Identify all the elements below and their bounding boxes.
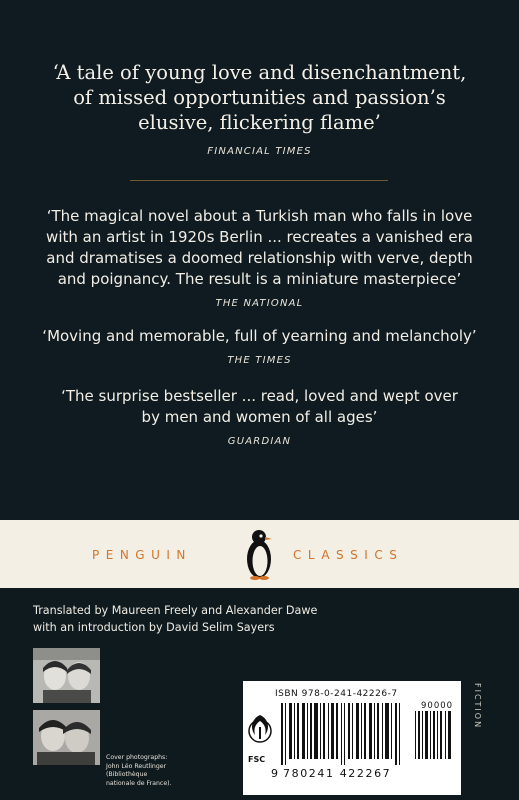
imprint-penguin: PENGUIN [92, 548, 192, 562]
barcode-panel [243, 681, 461, 795]
quote-line: and poignancy. The result is a miniature masterpiece’ [57, 270, 462, 288]
addon-digits: 90000 [421, 701, 454, 711]
cover-photo-top [33, 648, 100, 703]
featured-quote [0, 60, 519, 164]
quote-line: by men and women of all ages’ [141, 408, 378, 426]
fsc-logo-icon [247, 713, 273, 757]
isbn-label: ISBN 978-0-241-42226-7 [275, 689, 398, 699]
barcode-digits: 780241 422267 [283, 767, 392, 780]
translator-credit: Translated by Maureen Freely and Alexander Dawe [33, 604, 318, 617]
featured-quote-line: ‘A tale of young love and disenchantment, [52, 61, 467, 84]
photo-caption-line: Cover photographs: [106, 754, 168, 761]
quote-guardian [0, 386, 519, 452]
credits [33, 602, 317, 636]
fsc-label: FSC [248, 755, 266, 764]
photo-caption-line: (Bibliothèque [106, 771, 148, 778]
quote-source: THE TIMES [227, 355, 292, 366]
divider-rule [130, 180, 388, 181]
quote-source: THE NATIONAL [215, 298, 304, 309]
quote-times [0, 326, 519, 371]
introduction-credit: with an introduction by David Selim Sayers [33, 621, 275, 634]
imprint-band [0, 520, 519, 588]
quote-line: with an artist in 1920s Berlin ... recreates a vanished era [46, 228, 473, 246]
quote-line: ‘Moving and memorable, full of yearning and melancholy’ [42, 327, 477, 345]
photo-caption [106, 754, 172, 788]
featured-quote-line: of missed opportunities and passion’s [73, 86, 446, 109]
quote-line: ‘The surprise bestseller ... read, loved and wept over [61, 387, 458, 405]
back-cover-footer [0, 588, 519, 800]
quote-national [0, 206, 519, 314]
penguin-logo-icon [242, 527, 276, 585]
quote-line: and dramatises a doomed relationship with verve, depth [46, 249, 473, 267]
barcode-bars [279, 703, 455, 765]
photo-caption-line: nationale de France). [106, 779, 172, 787]
quote-source: GUARDIAN [227, 436, 292, 447]
barcode-digit-left: 9 [271, 767, 278, 780]
quote-line: ‘The magical novel about a Turkish man who falls in love [46, 207, 473, 225]
photo-caption-line: John Léo Reutlinger [106, 762, 167, 770]
cover-photo-bottom [33, 710, 100, 765]
category-label: FICTION [473, 683, 482, 730]
imprint-classics: CLASSICS [293, 548, 404, 562]
featured-quote-source: FINANCIAL TIMES [207, 146, 312, 157]
featured-quote-line: elusive, flickering flame’ [138, 111, 381, 134]
